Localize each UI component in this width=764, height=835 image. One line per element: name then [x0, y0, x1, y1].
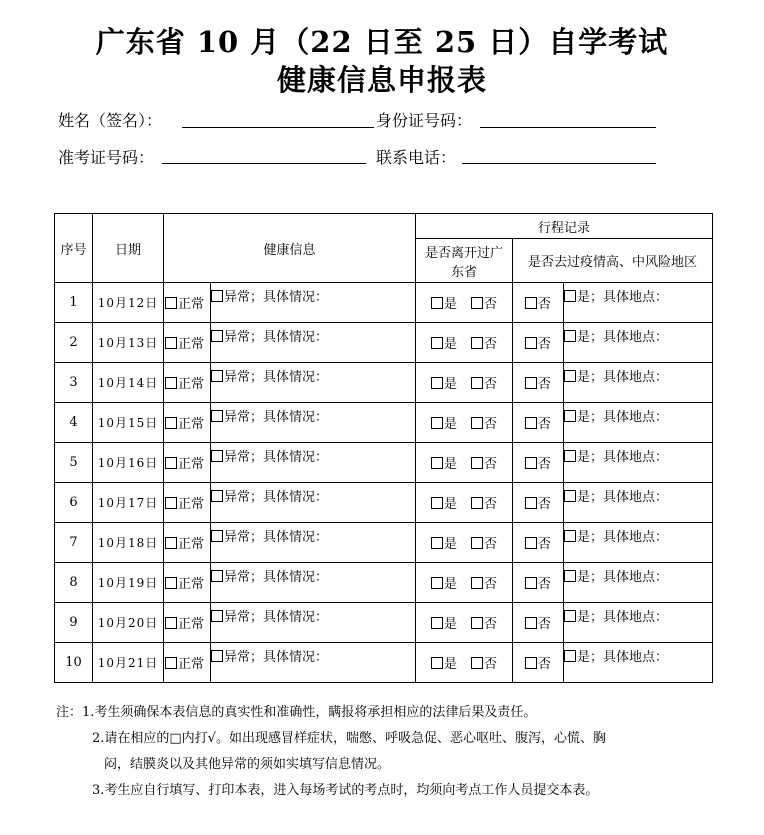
risk-yes-label: 是；具体地点：	[577, 370, 669, 385]
left-yes-checkbox[interactable]	[431, 417, 443, 429]
abnormal-label: 异常；具体情况：	[224, 650, 329, 665]
left-no-checkbox[interactable]	[471, 457, 483, 469]
note-2-continued: 闷，结膜炎以及其他异常的须如实填写信息情况。	[104, 757, 391, 772]
normal-checkbox[interactable]	[165, 497, 177, 509]
left-no-label: 否	[484, 297, 498, 312]
normal-label: 正常	[178, 537, 205, 552]
normal-label: 正常	[178, 417, 205, 432]
risk-no-checkbox[interactable]	[525, 617, 537, 629]
risk-no-option	[513, 363, 564, 403]
exam-number-input-line[interactable]	[162, 163, 366, 164]
normal-option	[164, 523, 211, 563]
row-date: 10月16日	[93, 443, 164, 483]
normal-option	[164, 603, 211, 643]
note-1: 注：1.考生须确保本表信息的真实性和准确性，瞒报将承担相应的法律后果及责任。	[56, 705, 537, 720]
risk-no-checkbox[interactable]	[525, 577, 537, 589]
risk-no-label: 否	[538, 537, 552, 552]
left-no-checkbox[interactable]	[471, 417, 483, 429]
left-yes-label: 是	[444, 537, 458, 552]
left-yes-label: 是	[444, 417, 458, 432]
left-no-checkbox[interactable]	[471, 657, 483, 669]
abnormal-label: 异常；具体情况：	[224, 530, 329, 545]
risk-yes-option[interactable]	[564, 403, 713, 443]
left-guangdong-options	[416, 363, 513, 403]
form-title-line2: 健康信息申报表	[276, 63, 487, 97]
risk-no-checkbox[interactable]	[525, 497, 537, 509]
normal-checkbox[interactable]	[165, 617, 177, 629]
left-no-label: 否	[484, 617, 498, 632]
risk-no-checkbox[interactable]	[525, 377, 537, 389]
normal-option	[164, 643, 211, 683]
table-row	[55, 483, 713, 523]
risk-yes-option[interactable]	[564, 523, 713, 563]
left-no-checkbox[interactable]	[471, 577, 483, 589]
left-yes-label: 是	[444, 297, 458, 312]
left-guangdong-options	[416, 643, 513, 683]
left-no-label: 否	[484, 577, 498, 592]
left-no-label: 否	[484, 457, 498, 472]
note-3: 3.考生应自行填写、打印本表，进入每场考试的考点时，均须向考点工作人员提交本表。	[92, 783, 599, 798]
left-yes-label: 是	[444, 617, 458, 632]
normal-option	[164, 363, 211, 403]
left-yes-checkbox[interactable]	[431, 537, 443, 549]
exam-number-label: 准考证号码：	[58, 148, 155, 167]
normal-label: 正常	[178, 337, 205, 352]
abnormal-checkbox[interactable]	[211, 450, 223, 462]
risk-no-option	[513, 323, 564, 363]
abnormal-option[interactable]	[211, 523, 416, 563]
risk-no-checkbox[interactable]	[525, 537, 537, 549]
risk-no-label: 否	[538, 457, 552, 472]
left-no-label: 否	[484, 537, 498, 552]
table-row	[55, 643, 713, 683]
row-index: 9	[55, 603, 93, 643]
left-no-label: 否	[484, 337, 498, 352]
left-yes-label: 是	[444, 657, 458, 672]
row-date: 10月15日	[93, 403, 164, 443]
risk-no-option	[513, 603, 564, 643]
risk-no-option	[513, 483, 564, 523]
normal-option	[164, 323, 211, 363]
left-yes-label: 是	[444, 337, 458, 352]
left-guangdong-options	[416, 443, 513, 483]
left-yes-checkbox[interactable]	[431, 657, 443, 669]
table-row	[55, 443, 713, 483]
header-risk-area: 是否去过疫情高、中风险地区	[513, 239, 713, 283]
abnormal-option[interactable]	[211, 563, 416, 603]
left-yes-label: 是	[444, 377, 458, 392]
row-index: 6	[55, 483, 93, 523]
normal-label: 正常	[178, 297, 205, 312]
risk-no-option	[513, 443, 564, 483]
abnormal-label: 异常；具体情况：	[224, 450, 329, 465]
left-no-checkbox[interactable]	[471, 497, 483, 509]
risk-yes-option[interactable]	[564, 643, 713, 683]
abnormal-option[interactable]	[211, 363, 416, 403]
name-label: 姓名（签名）：	[58, 111, 163, 130]
risk-yes-checkbox[interactable]	[564, 650, 576, 662]
abnormal-checkbox[interactable]	[211, 570, 223, 582]
normal-label: 正常	[178, 617, 205, 632]
table-row	[55, 283, 713, 323]
abnormal-option[interactable]	[211, 483, 416, 523]
table-row	[55, 563, 713, 603]
risk-no-checkbox[interactable]	[525, 417, 537, 429]
risk-yes-label: 是；具体地点：	[577, 570, 669, 585]
risk-yes-checkbox[interactable]	[564, 530, 576, 542]
normal-checkbox[interactable]	[165, 377, 177, 389]
notes-section	[56, 700, 716, 804]
risk-yes-option[interactable]	[564, 363, 713, 403]
risk-yes-option[interactable]	[564, 483, 713, 523]
normal-option	[164, 443, 211, 483]
normal-label: 正常	[178, 497, 205, 512]
abnormal-checkbox[interactable]	[211, 610, 223, 622]
risk-yes-option[interactable]	[564, 563, 713, 603]
abnormal-checkbox[interactable]	[211, 370, 223, 382]
risk-yes-checkbox[interactable]	[564, 370, 576, 382]
phone-label: 联系电话：	[376, 148, 457, 167]
risk-yes-option[interactable]	[564, 603, 713, 643]
abnormal-label: 异常；具体情况：	[224, 610, 329, 625]
risk-yes-label: 是；具体地点：	[577, 410, 669, 425]
abnormal-label: 异常；具体情况：	[224, 330, 329, 345]
risk-no-label: 否	[538, 497, 552, 512]
row-index: 1	[55, 283, 93, 323]
normal-checkbox[interactable]	[165, 337, 177, 349]
left-no-checkbox[interactable]	[471, 377, 483, 389]
table-row	[55, 603, 713, 643]
table-row	[55, 323, 713, 363]
left-guangdong-options	[416, 323, 513, 363]
risk-no-label: 否	[538, 337, 552, 352]
normal-label: 正常	[178, 577, 205, 592]
risk-no-label: 否	[538, 417, 552, 432]
row-index: 5	[55, 443, 93, 483]
abnormal-label: 异常；具体情况：	[224, 570, 329, 585]
left-yes-checkbox[interactable]	[431, 377, 443, 389]
table-row	[55, 523, 713, 563]
risk-no-label: 否	[538, 577, 552, 592]
risk-yes-checkbox[interactable]	[564, 610, 576, 622]
abnormal-label: 异常；具体情况：	[224, 410, 329, 425]
risk-yes-checkbox[interactable]	[564, 410, 576, 422]
risk-no-checkbox[interactable]	[525, 457, 537, 469]
left-guangdong-options	[416, 523, 513, 563]
risk-no-option	[513, 403, 564, 443]
risk-no-checkbox[interactable]	[525, 297, 537, 309]
risk-yes-label: 是；具体地点：	[577, 490, 669, 505]
header-index: 序号	[55, 214, 93, 283]
risk-yes-label: 是；具体地点：	[577, 330, 669, 345]
header-left-guangdong: 是否离开过广东省	[416, 239, 513, 283]
health-declaration-table	[54, 213, 713, 683]
left-yes-checkbox[interactable]	[431, 617, 443, 629]
header-date: 日期	[93, 214, 164, 283]
abnormal-checkbox[interactable]	[211, 290, 223, 302]
risk-yes-option[interactable]	[564, 323, 713, 363]
risk-no-checkbox[interactable]	[525, 657, 537, 669]
header-health: 健康信息	[164, 214, 416, 283]
risk-yes-checkbox[interactable]	[564, 570, 576, 582]
form-title-line1: 广东省 10 月（22 日至 25 日）自学考试	[95, 25, 669, 59]
risk-yes-option[interactable]	[564, 443, 713, 483]
normal-option	[164, 283, 211, 323]
row-index: 7	[55, 523, 93, 563]
abnormal-label: 异常；具体情况：	[224, 290, 329, 305]
left-yes-checkbox[interactable]	[431, 297, 443, 309]
risk-yes-checkbox[interactable]	[564, 450, 576, 462]
left-no-checkbox[interactable]	[471, 617, 483, 629]
abnormal-option[interactable]	[211, 443, 416, 483]
left-no-checkbox[interactable]	[471, 537, 483, 549]
risk-no-label: 否	[538, 617, 552, 632]
row-date: 10月17日	[93, 483, 164, 523]
table-row	[55, 403, 713, 443]
row-index: 8	[55, 563, 93, 603]
normal-option	[164, 403, 211, 443]
left-no-label: 否	[484, 657, 498, 672]
left-yes-checkbox[interactable]	[431, 577, 443, 589]
row-date: 10月20日	[93, 603, 164, 643]
risk-yes-label: 是；具体地点：	[577, 290, 669, 305]
left-no-label: 否	[484, 377, 498, 392]
normal-option	[164, 483, 211, 523]
normal-checkbox[interactable]	[165, 457, 177, 469]
risk-yes-option[interactable]	[564, 283, 713, 323]
name-input-line[interactable]	[182, 127, 374, 128]
left-guangdong-options	[416, 603, 513, 643]
left-no-checkbox[interactable]	[471, 297, 483, 309]
risk-no-checkbox[interactable]	[525, 337, 537, 349]
abnormal-checkbox[interactable]	[211, 330, 223, 342]
row-index: 2	[55, 323, 93, 363]
phone-input-line[interactable]	[462, 163, 656, 164]
left-guangdong-options	[416, 483, 513, 523]
normal-option	[164, 563, 211, 603]
left-yes-label: 是	[444, 457, 458, 472]
normal-checkbox[interactable]	[165, 537, 177, 549]
left-yes-checkbox[interactable]	[431, 337, 443, 349]
normal-checkbox[interactable]	[165, 657, 177, 669]
abnormal-option[interactable]	[211, 603, 416, 643]
risk-yes-checkbox[interactable]	[564, 490, 576, 502]
abnormal-label: 异常；具体情况：	[224, 370, 329, 385]
risk-no-option	[513, 643, 564, 683]
left-no-label: 否	[484, 497, 498, 512]
note-2: 2.请在相应的□内打√。如出现感冒样症状，喘憋、呼吸急促、恶心呕吐、腹泻，心慌、胸	[92, 731, 606, 746]
row-index: 10	[55, 643, 93, 683]
left-guangdong-options	[416, 403, 513, 443]
row-date: 10月13日	[93, 323, 164, 363]
row-index: 4	[55, 403, 93, 443]
risk-yes-label: 是；具体地点：	[577, 450, 669, 465]
normal-label: 正常	[178, 457, 205, 472]
row-index: 3	[55, 363, 93, 403]
abnormal-option[interactable]	[211, 283, 416, 323]
risk-no-label: 否	[538, 657, 552, 672]
abnormal-checkbox[interactable]	[211, 410, 223, 422]
row-date: 10月21日	[93, 643, 164, 683]
left-yes-label: 是	[444, 497, 458, 512]
row-date: 10月12日	[93, 283, 164, 323]
header-trip-record: 行程记录	[416, 214, 713, 239]
row-date: 10月19日	[93, 563, 164, 603]
normal-checkbox[interactable]	[165, 297, 177, 309]
left-yes-label: 是	[444, 577, 458, 592]
risk-yes-label: 是；具体地点：	[577, 530, 669, 545]
normal-label: 正常	[178, 377, 205, 392]
abnormal-checkbox[interactable]	[211, 490, 223, 502]
risk-no-label: 否	[538, 377, 552, 392]
left-no-label: 否	[484, 417, 498, 432]
row-date: 10月18日	[93, 523, 164, 563]
left-guangdong-options	[416, 283, 513, 323]
id-number-label: 身份证号码：	[376, 111, 473, 130]
abnormal-checkbox[interactable]	[211, 530, 223, 542]
risk-yes-checkbox[interactable]	[564, 330, 576, 342]
left-no-checkbox[interactable]	[471, 337, 483, 349]
left-yes-checkbox[interactable]	[431, 497, 443, 509]
risk-yes-label: 是；具体地点：	[577, 610, 669, 625]
abnormal-option[interactable]	[211, 643, 416, 683]
risk-no-label: 否	[538, 297, 552, 312]
abnormal-checkbox[interactable]	[211, 650, 223, 662]
risk-yes-checkbox[interactable]	[564, 290, 576, 302]
normal-checkbox[interactable]	[165, 577, 177, 589]
left-guangdong-options	[416, 563, 513, 603]
abnormal-option[interactable]	[211, 323, 416, 363]
abnormal-option[interactable]	[211, 403, 416, 443]
risk-no-option	[513, 563, 564, 603]
row-date: 10月14日	[93, 363, 164, 403]
id-number-input-line[interactable]	[480, 127, 656, 128]
abnormal-label: 异常；具体情况：	[224, 490, 329, 505]
risk-no-option	[513, 523, 564, 563]
normal-checkbox[interactable]	[165, 417, 177, 429]
risk-yes-label: 是；具体地点：	[577, 650, 669, 665]
left-yes-checkbox[interactable]	[431, 457, 443, 469]
risk-no-option	[513, 283, 564, 323]
table-row	[55, 363, 713, 403]
normal-label: 正常	[178, 657, 205, 672]
